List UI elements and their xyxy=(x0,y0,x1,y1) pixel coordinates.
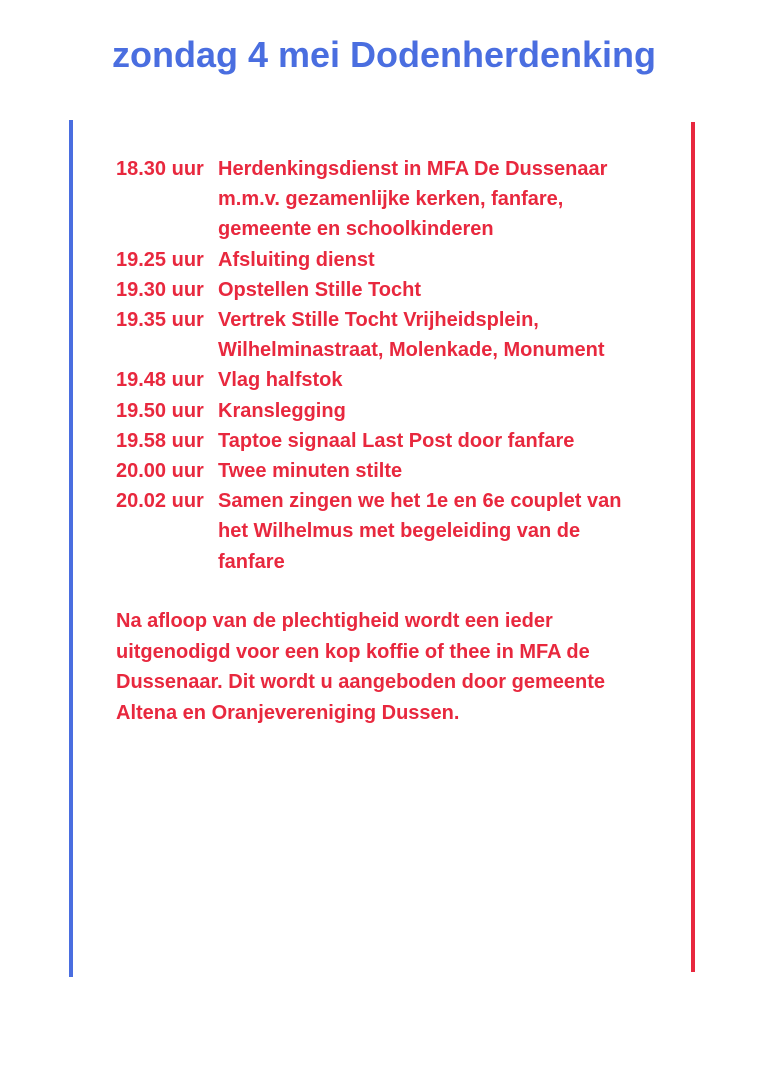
schedule-description xyxy=(218,154,686,245)
schedule-item xyxy=(116,456,686,486)
right-border-line xyxy=(691,122,695,972)
schedule-time: 20.00 uur xyxy=(116,460,204,483)
schedule-item xyxy=(116,365,686,395)
schedule-description-line: het Wilhelmus met begeleiding van de xyxy=(218,520,581,543)
schedule-time: 20.02 uur xyxy=(116,490,204,513)
closing-note-line: Dussenaar. Dit wordt u aangeboden door gemeente xyxy=(116,671,605,693)
schedule-description-line: Kranslegging xyxy=(218,399,346,422)
schedule-item xyxy=(116,245,686,275)
schedule-description xyxy=(218,486,686,577)
closing-note-line: uitgenodigd voor een kop koffie of thee in MFA de xyxy=(116,640,590,663)
schedule-description-line: fanfare xyxy=(218,550,285,573)
schedule-time: 18.30 uur xyxy=(116,158,204,180)
closing-note xyxy=(116,606,686,728)
left-border-line xyxy=(69,120,73,977)
schedule-item xyxy=(116,486,686,577)
schedule-time: 19.58 uur xyxy=(116,429,204,452)
closing-note-line: Na afloop van de plechtigheid wordt een ieder xyxy=(116,610,553,632)
schedule-description xyxy=(218,305,686,365)
schedule-item xyxy=(116,396,686,426)
schedule-description-line: Twee minuten stilte xyxy=(218,460,403,483)
schedule-list xyxy=(116,154,686,577)
schedule-item xyxy=(116,154,686,245)
schedule-description xyxy=(218,396,686,426)
schedule-item xyxy=(116,275,686,305)
schedule-item xyxy=(116,305,686,365)
schedule-item xyxy=(116,426,686,456)
schedule-description-line: Afsluiting dienst xyxy=(218,248,375,271)
schedule-description-line: Wilhelminastraat, Molenkade, Monument xyxy=(218,339,605,362)
schedule-description xyxy=(218,275,686,305)
schedule-description-line: Herdenkingsdienst in MFA De Dussenaar xyxy=(218,158,608,180)
schedule-time: 19.50 uur xyxy=(116,399,204,422)
closing-note-line: Altena en Oranjevereniging Dussen. xyxy=(116,701,460,724)
schedule-description-line: Taptoe signaal Last Post door fanfare xyxy=(218,429,575,452)
schedule-description-line: Opstellen Stille Tocht xyxy=(218,278,421,301)
schedule-description-line: Vlag halfstok xyxy=(218,369,343,392)
schedule-time: 19.30 uur xyxy=(116,278,204,301)
schedule-description xyxy=(218,426,686,456)
schedule-description xyxy=(218,245,686,275)
schedule-time: 19.25 uur xyxy=(116,248,204,271)
schedule-description-line: m.m.v. gezamenlijke kerken, fanfare, xyxy=(218,188,564,211)
schedule-description-line: Vertrek Stille Tocht Vrijheidsplein, xyxy=(218,309,539,332)
page-title: zondag 4 mei Dodenherdenking xyxy=(111,34,657,75)
schedule-time: 19.48 uur xyxy=(116,369,204,392)
schedule-time: 19.35 uur xyxy=(116,309,204,332)
schedule-description-line: gemeente en schoolkinderen xyxy=(218,218,494,241)
schedule-description xyxy=(218,456,686,486)
schedule-description xyxy=(218,365,686,395)
schedule-description-line: Samen zingen we het 1e en 6e couplet van xyxy=(218,490,622,513)
